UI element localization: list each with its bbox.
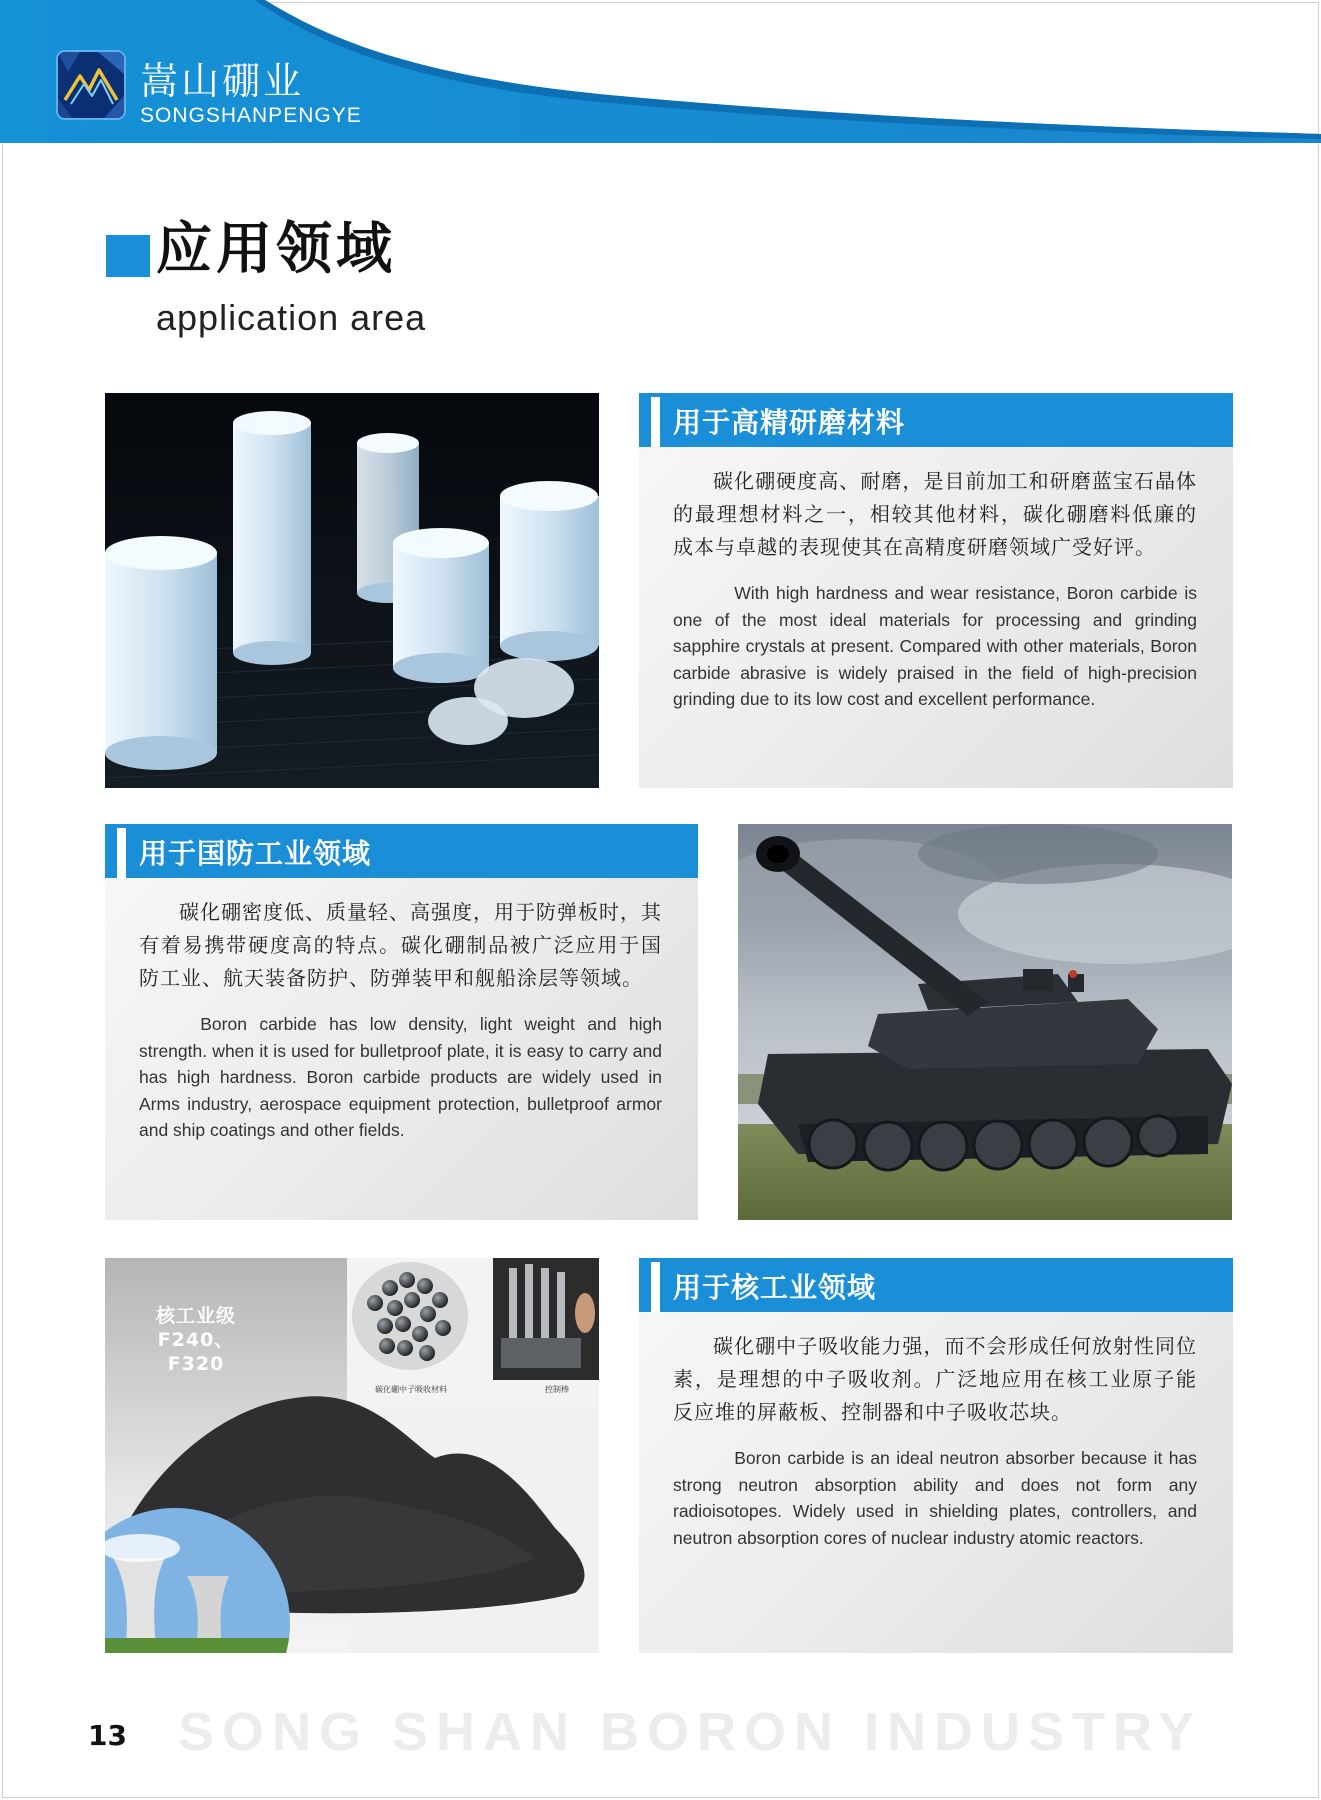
tank-photo xyxy=(738,824,1232,1220)
brand-name-en: SONGSHANPENGYE xyxy=(140,104,362,127)
mountain-logo-icon xyxy=(58,52,124,118)
panel-nuclear xyxy=(639,1258,1233,1653)
panel-text-cn: 碳化硼硬度高、耐磨，是目前加工和研磨蓝宝石晶体的最理想材料之一，相较其他材料，碳化硼磨料低廉的成本与卓越的表现使其在高精度研磨领域广受好评。 xyxy=(673,469,1197,559)
heading-accent-bar xyxy=(651,1262,660,1312)
panel-text-en: Boron carbide has low density, light weight and high strength. when it is used for bulletproof plate, it is easy to carry and has high hardness. Boron carbide products are widely used in Arms industry, aerospace equipment protection, bulletproof armor and ship coatings and other fields. xyxy=(139,1014,662,1140)
brand-name-cn: 嵩山硼业 xyxy=(140,59,305,103)
heading-accent-bar xyxy=(651,397,660,447)
panel-heading: 用于国防工业领域 xyxy=(139,837,372,870)
heading-accent-bar xyxy=(117,828,126,878)
panel-grinding xyxy=(639,393,1233,788)
panel-heading: 用于核工业领域 xyxy=(673,1271,877,1304)
footer-watermark: SONG SHAN BORON INDUSTRY xyxy=(178,1702,1203,1762)
panel-defense xyxy=(105,824,698,1220)
title-accent-square xyxy=(106,235,150,277)
caption-control-rods: 控制棒 xyxy=(545,1385,569,1394)
nuclear-grade-sizes: F240、F320 xyxy=(157,1329,235,1375)
panel-heading-bar xyxy=(105,824,698,878)
section-title-en: application area xyxy=(156,297,427,338)
nuclear-grade-tag: 核工业级 xyxy=(155,1305,236,1327)
company-logo xyxy=(56,50,126,120)
caption-absorber-balls: 碳化硼中子吸收材料 xyxy=(375,1385,447,1394)
section-title-cn: 应用领域 xyxy=(156,217,396,282)
header-banner xyxy=(0,0,1321,150)
panel-text-cn: 碳化硼中子吸收能力强，而不会形成任何放射性同位素，是理想的中子吸收剂。广泛地应用在核工业原子能反应堆的屏蔽板、控制器和中子吸收芯块。 xyxy=(673,1334,1197,1424)
panel-text-cn: 碳化硼密度低、质量轻、高强度，用于防弹板时，其有着易携带硬度高的特点。碳化硼制品被广泛应用于国防工业、航天装备防护、防弹装甲和舰船涂层等领域。 xyxy=(139,900,662,990)
panel-heading: 用于高精研磨材料 xyxy=(673,406,906,439)
panel-heading-bar xyxy=(639,1258,1233,1312)
panel-heading-bar xyxy=(639,393,1233,447)
panel-text-en: With high hardness and wear resistance, Boron carbide is one of the most ideal materials for processing and grinding sapphire crystals at present. Compared with other materials, Boron carbide abrasive is widely praised in the field of high-precision grinding due to its low cost and excellent performance. xyxy=(673,583,1197,709)
boron-carbide-powder-photo xyxy=(105,1258,599,1653)
page-number: 13 xyxy=(88,1719,127,1752)
sapphire-crystals-photo xyxy=(105,393,599,788)
panel-text-en: Boron carbide is an ideal neutron absorber because it has strong neutron absorption ability and does not form any radioisotopes. Widely used in shielding plates, controllers, and neutron absorption cores of nuclear industry atomic reactors. xyxy=(673,1448,1197,1548)
